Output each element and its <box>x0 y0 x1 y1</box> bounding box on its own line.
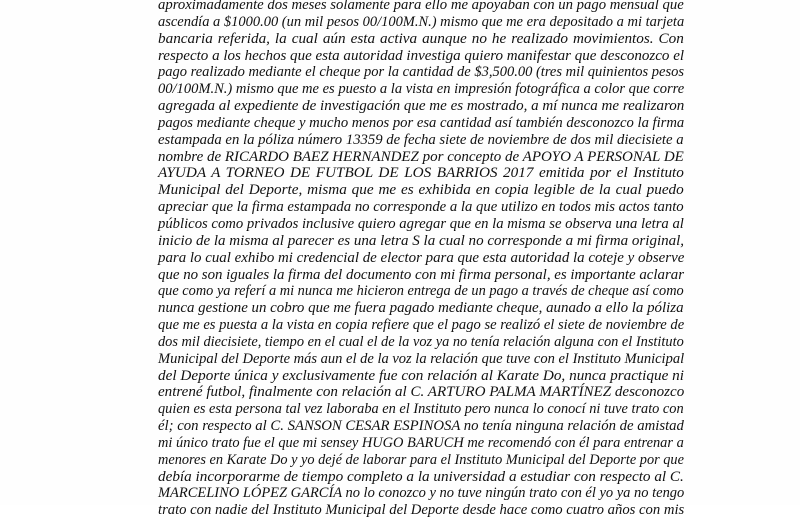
text-line: para lo cual exhibo mi credencial de elector para que esta autoridad la coteje y observe <box>158 248 685 266</box>
text-line: menores en Karate Do y yo dejé de laborar para el Instituto Municipal del Deporte por que <box>158 450 684 468</box>
text-line: pago realizado mediante el cheque por la cantidad de $3,500.00 (tres mil quinientos pesos <box>158 63 685 81</box>
text-line: MARCELINO LÓPEZ GARCÍA no lo conozco y no tuve ningún trato con él yo ya no tengo <box>158 484 685 502</box>
text-line: apreciar que la firma estampada no corresponde a la que utilizo en todos mis actos tanto <box>158 198 684 216</box>
text-line: nombre de RICARDO BAEZ HERNANDEZ por concepto de APOYO A PERSONAL DE <box>158 147 684 165</box>
text-line: aproximadamente dos meses solamente para ello me apoyaban con un pago mensual que <box>158 0 684 13</box>
text-line: que como ya referí a mi nunca me hicieron entrega de un pago a través de cheque así como <box>158 282 684 300</box>
text-line: agregada al expediente de investigación que me es mostrado, a mí nunca me realizaron <box>158 97 685 115</box>
text-line: estampada en la póliza número 13359 de fecha siete de noviembre de dos mil diecisiete a <box>158 130 684 148</box>
text-line: quien es esta persona tal vez laboraba en el Instituto pero nunca lo conocí ni tuve trato con <box>158 400 684 418</box>
text-line: inicio de la misma al parecer es una letra S la cual no corresponde a mi firma original, <box>158 231 685 249</box>
text-line: nunca gestione un cobro que me fuera pagado mediante cheque, aunado a ello la póliza <box>158 299 684 317</box>
text-line: 00/100M.N.) mismo que me es puesto a la vista en impresión fotográfica a color que corre <box>158 80 685 98</box>
text-line: Municipal del Deporte más aun el de la voz la relación que tuve con el Instituto Municipal <box>158 349 685 367</box>
statement-text <box>158 0 684 519</box>
text-line: él; con respecto al C. SANSON CESAR ESPINOSA no tenía ninguna relación de amistad <box>158 417 684 435</box>
text-line: que me es puesta a la vista en copia refiere que el pago se realizó el siete de noviembre de <box>158 316 685 334</box>
text-line: ascendía a $1000.00 (un mil pesos 00/100M.N.) mismo que me era depositado a mi tarjeta <box>158 12 685 30</box>
text-line: mi único trato fue el que mi sensey HUGO BARUCH me recomendó con él para entrenar a <box>158 433 684 451</box>
text-line: pagos mediante cheque y mucho menos por esa cantidad así también desconozco la firma <box>158 113 685 131</box>
text-line: públicos como privados inclusive quiero agregar que en la misma se observa una letra al <box>158 214 684 232</box>
text-line: dos mil diecisiete, tiempo en el cual el de la voz ya no tenía relación alguna con el Instituto <box>158 332 684 350</box>
text-line: que no son iguales la firma del documento con mi firma personal, es importante aclarar <box>158 265 685 283</box>
text-line: entrené futbol, finalmente con relación al C. ARTURO PALMA MARTÍNEZ desconozco <box>158 383 685 401</box>
text-line: AYUDA A TORNEO DE FUTBOL DE LOS BARRIOS 2017 emitida por el Instituto <box>158 164 684 182</box>
text-line: bancaria referida, la cual aún esta activa aunque no he realizado movimientos. Con <box>158 29 684 47</box>
text-line: del Deporte única y exclusivamente fue con relación al Karate Do, nunca practique ni <box>158 366 684 384</box>
text-line: Municipal del Deporte, misma que me es exhibida en copia legible de la cual puedo <box>158 181 684 199</box>
text-line: trato con nadie del Instituto Municipal del Deporte desde hace como cuatro años con mis <box>158 501 685 519</box>
text-line: respecto a los hechos que esta autoridad investiga quiero manifestar que desconozco el <box>158 46 685 64</box>
text-line: debía incorporarme de tiempo completo a la universidad a estudiar con respecto al C. <box>158 467 684 485</box>
